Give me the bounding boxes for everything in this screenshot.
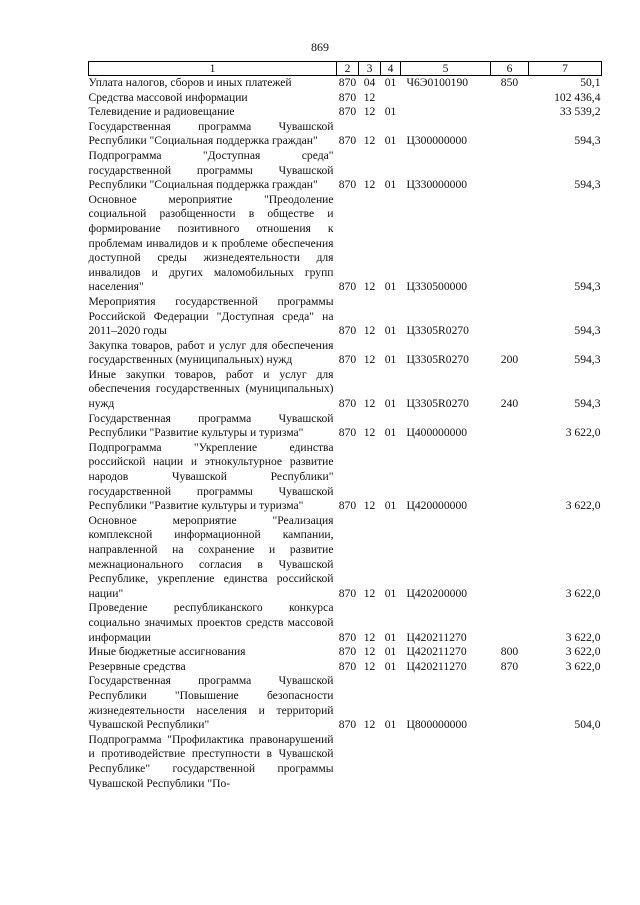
row-ministry-code: 870	[338, 280, 357, 294]
row-target-article: Ц3305R0270	[406, 397, 469, 411]
table-header	[89, 62, 602, 76]
row-target-article: Ц420211270	[406, 659, 467, 673]
row-name: Подпрограмма "Профилактика правонарушений и противодействие преступности в Чувашской Республике" государственной программы Чувашской Республики "По-	[88, 732, 334, 790]
row-target-article: Ц300000000	[406, 134, 468, 148]
header-row	[89, 62, 602, 76]
row-name: Основное мероприятие "Преодоление социальной разобщенности в обществе и формирование позитивного отношения к проблемам инвалидов и к проблеме обеспечения доступной среды жизнедеятельности для инвалидов и других маломобильных групп населения"	[88, 192, 334, 294]
row-name: Уплата налогов, сборов и иных платежей	[88, 76, 292, 89]
row-section-code: 12	[363, 645, 376, 659]
row-ministry-code: 870	[338, 499, 357, 513]
row-expense-type	[491, 295, 529, 339]
row-amount: 3 622,0	[565, 426, 601, 440]
row-ministry-code: 870	[338, 426, 357, 440]
column-header-7: 7	[529, 62, 602, 76]
row-name: Государственная программа Чувашской Республики "Повышение безопасности жизнедеятельности населения и территорий Чувашской Республики"	[88, 674, 334, 732]
row-subsection-code	[381, 733, 401, 791]
table-row	[89, 105, 602, 120]
row-target-article	[401, 105, 491, 120]
row-target-article: Ц800000000	[406, 718, 468, 732]
row-section-code: 12	[363, 718, 376, 732]
row-amount: 3 622,0	[565, 586, 601, 600]
row-ministry-code: 870	[338, 645, 357, 659]
row-amount: 594,3	[574, 134, 601, 148]
row-ministry-code: 870	[338, 134, 357, 148]
column-header-4: 4	[381, 62, 401, 76]
row-amount: 3 622,0	[565, 630, 601, 644]
row-amount: 594,3	[574, 178, 601, 192]
row-amount: 504,0	[574, 718, 601, 732]
column-header-3: 3	[359, 62, 381, 76]
row-subsection-code: 01	[384, 134, 397, 148]
row-name: Иные закупки товаров, работ и услуг для обеспечения государственных (муниципальных) нужд	[88, 367, 334, 411]
row-expense-type: 200	[500, 353, 519, 367]
row-ministry-code: 870	[338, 105, 357, 119]
row-amount: 3 622,0	[565, 645, 601, 659]
row-expense-type	[491, 105, 529, 120]
table-row	[89, 149, 602, 193]
row-subsection-code: 01	[384, 426, 397, 440]
row-target-article: Ц330500000	[406, 280, 468, 294]
row-ministry-code: 870	[338, 76, 357, 89]
row-section-code: 12	[363, 280, 376, 294]
row-name: Подпрограмма "Доступная среда" государственной программы Чувашской Республики "Социальная поддержка граждан"	[88, 148, 334, 192]
row-target-article	[401, 91, 491, 106]
row-subsection-code: 01	[384, 76, 397, 89]
table-row	[89, 295, 602, 339]
table-row	[89, 660, 602, 675]
row-amount: 594,3	[574, 397, 601, 411]
table-row	[89, 601, 602, 645]
row-expense-type: 800	[500, 645, 519, 659]
row-target-article: Ц400000000	[406, 426, 468, 440]
row-amount: 594,3	[574, 353, 601, 367]
row-amount: 33 539,2	[559, 105, 601, 119]
row-name: Подпрограмма "Укрепление единства российской нации и этнокультурное развитие народов Чувашской Республики" государственной программы Чувашской Республики "Развитие культуры и туризма"	[88, 440, 334, 513]
row-expense-type	[491, 733, 529, 791]
row-amount: 50,1	[580, 76, 601, 89]
table-row	[89, 674, 602, 732]
row-ministry-code: 870	[338, 718, 357, 732]
row-name: Средства массовой информации	[88, 90, 248, 104]
table-row	[89, 339, 602, 368]
row-section-code: 12	[363, 353, 376, 367]
table-row	[89, 733, 602, 791]
row-subsection-code: 01	[384, 280, 397, 294]
row-target-article	[401, 733, 491, 791]
row-section-code: 12	[363, 105, 376, 119]
row-section-code: 12	[363, 499, 376, 513]
row-section-code: 12	[363, 397, 376, 411]
row-section-code: 12	[363, 324, 376, 338]
row-name: Основное мероприятие "Реализация комплексной информационной кампании, направленной на сохранение и развитие межнационального согласия в Чувашской Республике, укрепление единства российской нации"	[88, 513, 334, 600]
row-expense-type	[491, 91, 529, 106]
row-target-article: Ц420000000	[406, 499, 468, 513]
column-header-1: 1	[89, 62, 337, 76]
row-amount: 102 436,4	[554, 90, 601, 104]
column-header-6: 6	[491, 62, 529, 76]
row-name: Закупка товаров, работ и услуг для обеспечения государственных (муниципальных) нужд	[88, 338, 334, 367]
table-row	[89, 91, 602, 106]
column-header-2: 2	[337, 62, 359, 76]
row-section-code: 12	[363, 659, 376, 673]
row-expense-type	[491, 441, 529, 514]
row-subsection-code: 01	[384, 353, 397, 367]
row-ministry-code: 870	[338, 659, 357, 673]
row-subsection-code: 01	[384, 105, 397, 119]
row-ministry-code: 870	[338, 586, 357, 600]
row-name: Государственная программа Чувашской Республики "Развитие культуры и туризма"	[88, 411, 334, 440]
row-ministry-code: 870	[338, 397, 357, 411]
table-row	[89, 120, 602, 149]
row-subsection-code: 01	[384, 499, 397, 513]
row-expense-type	[491, 514, 529, 602]
row-target-article: Ц3305R0270	[406, 324, 469, 338]
row-ministry-code: 870	[338, 353, 357, 367]
row-section-code: 12	[363, 134, 376, 148]
row-name: Резервные средства	[88, 659, 186, 673]
row-target-article: Ц3305R0270	[406, 353, 469, 367]
row-section-code: 12	[363, 586, 376, 600]
row-subsection-code: 01	[384, 718, 397, 732]
row-subsection-code: 01	[384, 397, 397, 411]
table-row	[89, 441, 602, 514]
row-expense-type: 240	[500, 397, 519, 411]
row-subsection-code: 01	[384, 178, 397, 192]
row-name: Мероприятия государственной программы Российской Федерации "Доступная среда" на 2011–2020 годы	[88, 294, 334, 338]
row-section-code: 12	[363, 426, 376, 440]
table-row	[89, 514, 602, 602]
row-section-code: 12	[363, 90, 376, 104]
row-subsection-code: 01	[384, 324, 397, 338]
row-subsection-code	[381, 91, 401, 106]
row-target-article: Ц420211270	[406, 630, 467, 644]
table-row	[89, 76, 602, 91]
column-header-5: 5	[401, 62, 491, 76]
row-expense-type	[491, 149, 529, 193]
table-row	[89, 193, 602, 295]
row-amount: 3 622,0	[565, 659, 601, 673]
table-row	[89, 412, 602, 441]
row-expense-type	[491, 120, 529, 149]
row-ministry-code: 870	[338, 178, 357, 192]
page-number: 869	[311, 40, 329, 54]
row-expense-type	[491, 193, 529, 295]
row-expense-type: 870	[500, 659, 519, 673]
row-expense-type	[491, 674, 529, 732]
row-section-code	[359, 733, 381, 791]
row-subsection-code: 01	[384, 659, 397, 673]
row-target-article: Ц330000000	[406, 178, 468, 192]
row-amount: 594,3	[574, 324, 601, 338]
row-target-article: Ц420211270	[406, 645, 467, 659]
row-name: Проведение республиканского конкурса социально значимых проектов средств массовой информации	[88, 601, 334, 644]
row-subsection-code: 01	[384, 586, 397, 600]
row-name: Государственная программа Чувашской Республики "Социальная поддержка граждан"	[88, 119, 334, 148]
table-row	[89, 368, 602, 412]
row-name: Иные бюджетные ассигнования	[88, 645, 246, 659]
row-amount: 3 622,0	[565, 499, 601, 513]
row-section-code: 04	[363, 76, 376, 89]
budget-table	[88, 61, 602, 791]
row-ministry-code: 870	[338, 90, 357, 104]
row-section-code: 12	[363, 630, 376, 644]
row-ministry-code	[337, 733, 359, 791]
row-expense-type	[491, 601, 529, 645]
row-amount	[529, 733, 602, 791]
row-subsection-code: 01	[384, 645, 397, 659]
row-expense-type	[491, 412, 529, 441]
row-ministry-code: 870	[338, 324, 357, 338]
row-expense-type: 850	[500, 76, 519, 89]
row-ministry-code: 870	[338, 630, 357, 644]
row-amount: 594,3	[574, 280, 601, 294]
table-body	[89, 76, 602, 792]
row-section-code: 12	[363, 178, 376, 192]
row-target-article: Ц420200000	[406, 586, 468, 600]
row-target-article: Ч6Э0100190	[406, 76, 469, 89]
row-name: Телевидение и радиовещание	[88, 105, 235, 119]
row-subsection-code: 01	[384, 630, 397, 644]
table-row	[89, 645, 602, 660]
